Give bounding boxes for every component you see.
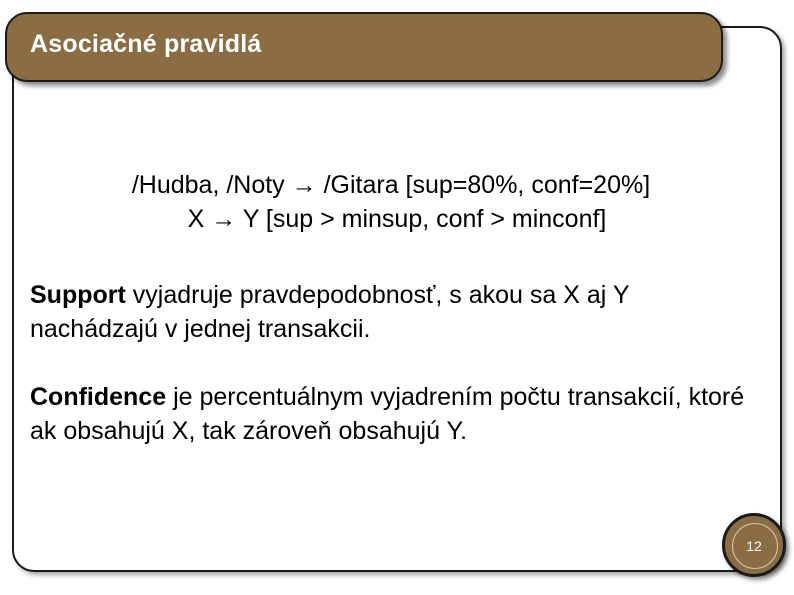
formula-general: X → Y [sup > minsup, conf > minconf] (187, 205, 607, 233)
page-number-badge (722, 513, 786, 577)
confidence-definition: je percentuálnym vyjadrením počtu transakcií, ktoré ak obsahujú X, tak zároveň obsahujú Y. (30, 383, 745, 445)
support-definition: vyjadruje pravdepodobnosť, s akou sa X aj Y nachádzajú v jednej transakcii. (30, 281, 630, 343)
confidence-paragraph (30, 380, 750, 448)
support-paragraph (30, 278, 750, 346)
slide-title: Asociačné pravidlá (30, 30, 262, 58)
page-number: 12 (746, 538, 762, 554)
confidence-term: Confidence (30, 383, 167, 411)
formula-example: /Hudba, /Noty → /Gitara [sup=80%, conf=20%] (131, 171, 651, 199)
support-term: Support (30, 281, 126, 309)
